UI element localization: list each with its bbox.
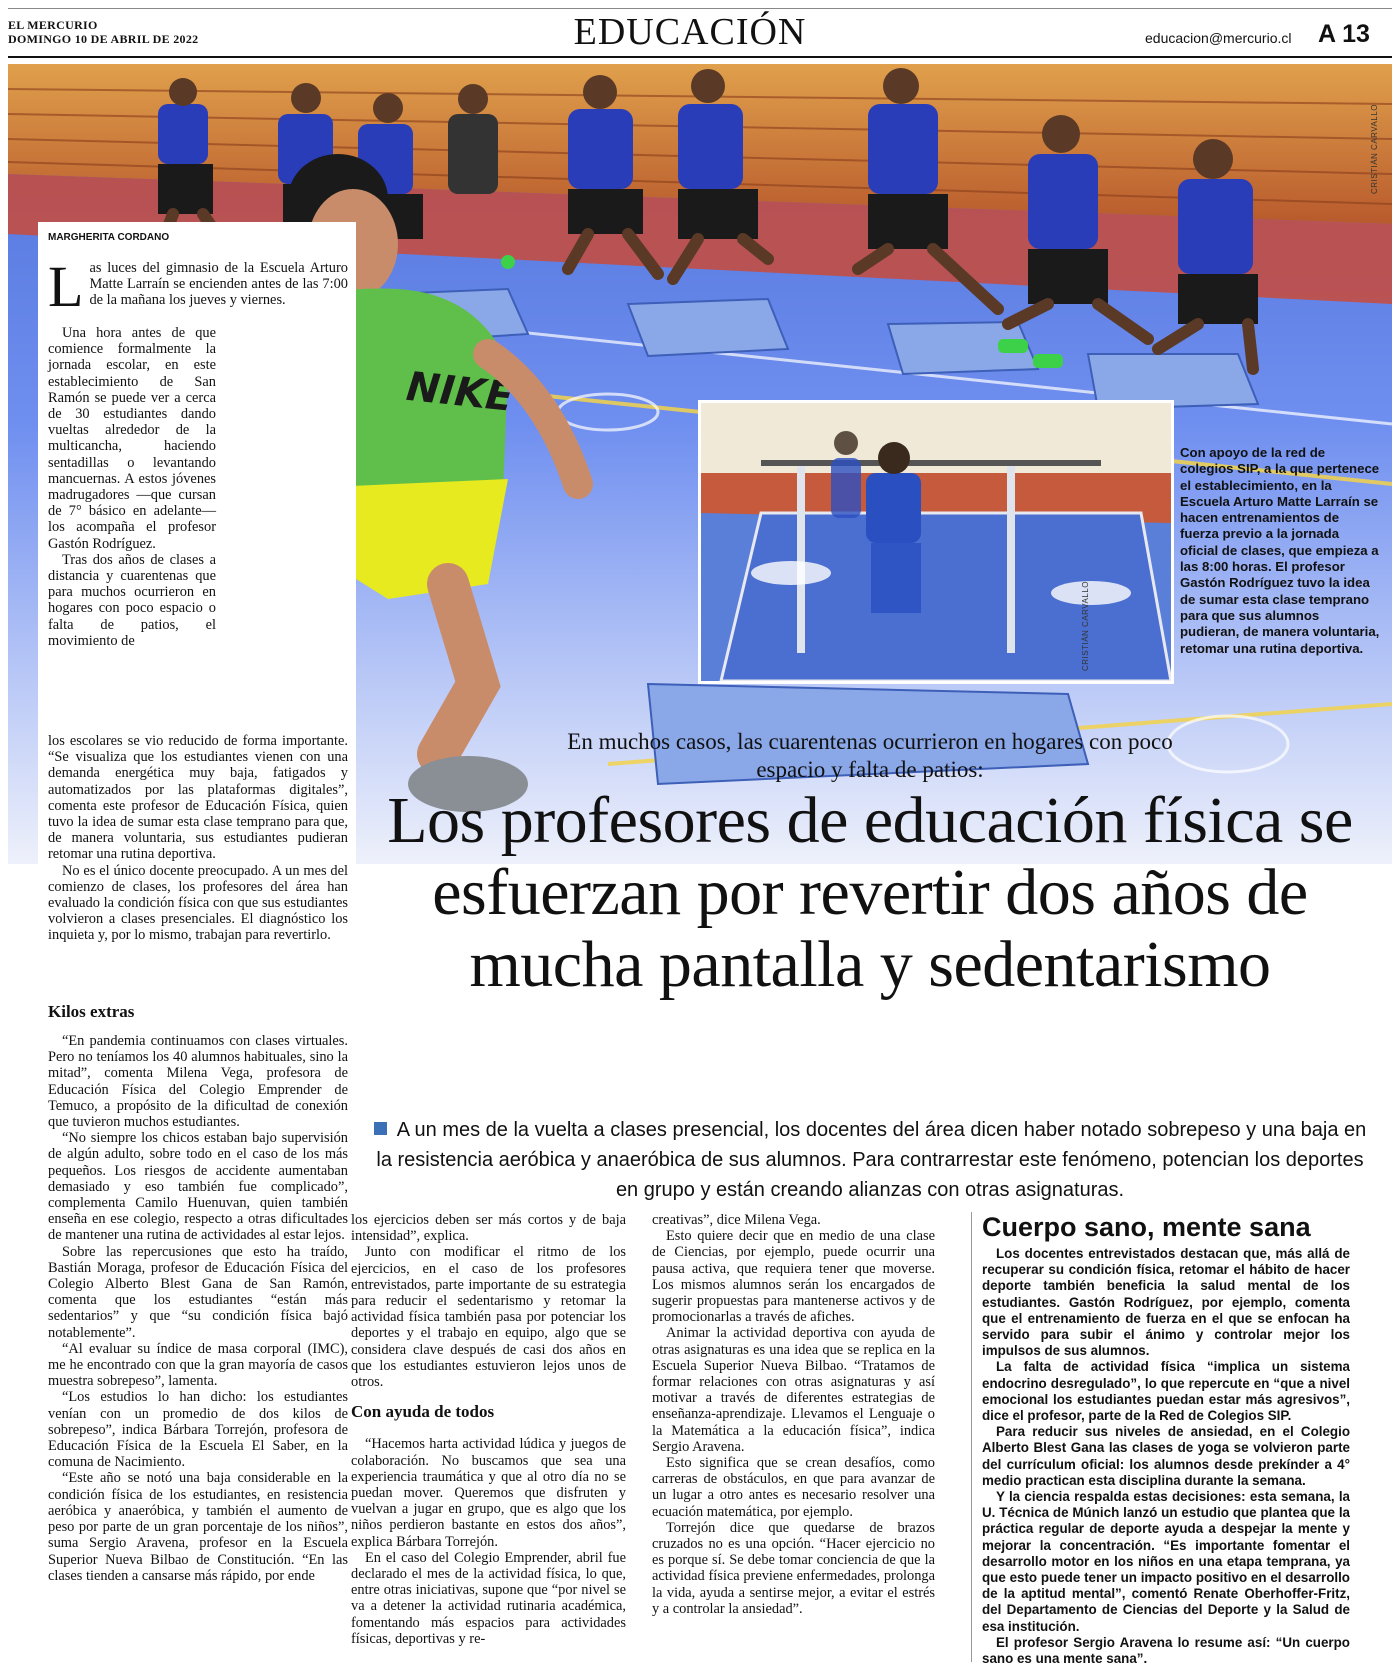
paper-name: EL MERCURIO	[8, 18, 98, 32]
paragraph: “Hacemos harta actividad lúdica y juegos de colaboración. No buscamos que sea una experiencia traumática y que al otro día no se puedan mover. Queremos que disfruten y vuelvan a jugar en grupo, que es algo que los niños perdieron bastante en estos dos años”, explica Bárbara Torrejón.	[351, 1436, 626, 1550]
column-1-top	[48, 254, 348, 319]
photo-credit: CRISTIÁN CARVALLO	[1370, 104, 1379, 195]
paragraph: los ejercicios deben ser más cortos y de baja intensidad”, explica.	[351, 1212, 626, 1245]
column-1-main	[48, 733, 348, 944]
lead-text: A un mes de la vuelta a clases presencial, los docentes del área dicen haber notado sobrepeso y una baja en la resistencia aeróbica y anaeróbica de sus alumnos. Para contrarrestar este fenómeno, potencian los deportes en grupo y están creando alianzas con otras asignaturas.	[376, 1119, 1367, 1201]
paragraph: Y la ciencia respalda estas decisiones: esta semana, la U. Técnica de Múnich lanzó un estudio que plantea que la práctica regular de deporte ayuda a despejar la mente y mejorar la concentración. “Es importante fomentar el desarrollo motor en los niños en una etapa temprana, ya que esto puede tener un impacto positivo en el desarrollo de la aptitud mental”, comentó Renate Oberhoffer-Fritz, del Departamento de Ciencias del Deporte y la Salud de esa institución.	[982, 1489, 1350, 1634]
sidebar-rule	[971, 1212, 972, 1662]
paragraph: Animar la actividad deportiva con ayuda de otras asignaturas es una idea que se replica en la Escuela Superior Nueva Bilbao. “Tratamos de formar relaciones con otras asignaturas y así motivar a través de diferentes estrategias de enseñanza-aprendizaje. Llevamos el Lenguaje o la Matemática a la educación física”, indica Sergio Aravena.	[652, 1325, 935, 1455]
column-1-narrow	[48, 325, 216, 649]
paragraph: Para reducir sus niveles de ansiedad, en el Colegio Alberto Blest Gana las clases de yoga se volvieron parte del currículum oficial: los alumnos desde prekínder a 4° medio practican esta disciplina durante la semana.	[982, 1424, 1350, 1488]
paragraph: No es el único docente preocupado. A un mes del comienzo de clases, los profesores del área han evaluado la condición física con que sus estudiantes volvieron a clases presenciales. El diagnóstico los inquieta y, por lo mismo, trabajan para revertirlo.	[48, 862, 348, 944]
byline: MARGHERITA CORDANO	[48, 232, 170, 243]
paragraph: El profesor Sergio Aravena lo resume así: “Un cuerpo sano es una mente sana”.	[982, 1634, 1350, 1667]
column-2	[351, 1212, 626, 1647]
kicker: En muchos casos, las cuarentenas ocurrieron en hogares con poco espacio y falta de patios:	[567, 729, 1173, 782]
paragraph: “En pandemia continuamos con clases virtuales. Pero no teníamos los 40 alumnos habituales, sino la mitad”, comenta Milena Vega, profesora de Educación Física del Colegio Emprender de Temuco, a propósito de la dificultad de conexión que tuvieron muchos estudiantes.	[48, 1033, 348, 1131]
section-title: EDUCACIÓN	[573, 11, 807, 53]
paragraph: “No siempre los chicos estaban bajo supervisión de algún adulto, sobre todo en el caso de los más pequeños. Los riesgos de accidente aumentaban demasiado y eso también fue complicado”, complementa Camilo Huenuvan, quien también enseña en ese colegio, respecto a otras dificultades de mantener una rutina de actividades al estar lejos.	[48, 1130, 348, 1244]
sidebar-text	[982, 1246, 1350, 1667]
paragraph: “Al evaluar su índice de masa corporal (IMC), me he encontrado con que la gran mayoría de casos muestra sobrepeso”, lamenta.	[48, 1340, 348, 1390]
paragraph: Torrejón dice que quedarse de brazos cruzados no es una opción. “Hacer ejercicio no es porque sí. Se debe tomar conciencia de que la actividad física previene enfermedades, prolonga la vida, ayuda a sentirse mejor, a evitar el estrés y a controlar la ansiedad”.	[652, 1519, 935, 1617]
column-1-bottom	[48, 1033, 348, 1584]
sidebar-title: Cuerpo sano, mente sana	[982, 1212, 1311, 1242]
column-3	[652, 1212, 935, 1617]
paragraph: Esto quiere decir que en medio de una clase de Ciencias, por ejemplo, puede ocurrir una pausa activa, que requiera tener que moverse. Los mismos alumnos serán los encargados de sugerir propuestas para mantenerse activos y de promocionarlas a través de afiches.	[652, 1228, 935, 1326]
paragraph: “Este año se notó una baja considerable en la condición física de los estudiantes, en resistencia aeróbica y anaeróbica, y también el aumento de peso por parte de un gran porcentaje de los niños”, suma Sergio Aravena, profesor en la Escuela Superior Nueva Bilbao de Constitución. “En las clases tienden a cansarse más rápido, por ende	[48, 1470, 348, 1584]
top-rule	[8, 8, 1392, 9]
paragraph: Tras dos años de clases a distancia y cuarentenas que para muchos ocurrieron en hogares con poco espacio o falta de patios, el movimiento de	[48, 551, 216, 649]
inset-credit: CRISTIÁN CARVALLO	[1081, 581, 1090, 672]
subhead-con-ayuda: Con ayuda de todos	[351, 1402, 495, 1422]
paragraph: Los docentes entrevistados destacan que, más allá de recuperar su condición física, retomar el hábito de hacer deporte también beneficia la salud mental de los estudiantes. Gastón Rodríguez, por ejemplo, comenta que el entrenamiento de fuerza en el que se enfocan ha servido para subir el ánimo y controlar mejor los impulsos de sus alumnos.	[982, 1246, 1350, 1359]
drop-cap: L	[48, 254, 84, 319]
shirt-logo: NIKE	[404, 363, 516, 421]
paragraph: Junto con modificar el ritmo de los ejercicios, en el caso de los profesores entrevistados, parte importante de su estrategia para reducir el sedentarismo y retomar la actividad física también pasa por potenciar los deportes y el trabajo en equipo, algo que se considera clave después de casi dos años en que los estudiantes estuvieron lejos unos de otros.	[351, 1244, 626, 1391]
paragraph: “Los estudios lo han dicho: los estudiantes venían con un promedio de dos kilos de sobrepeso”, indica Bárbara Torrejón, profesora de Educación Física de la Escuela El Saber, en la comuna de Nacimiento.	[48, 1389, 348, 1471]
headline: Los profesores de educación física se esfuerzan por revertir dos años de mucha pantalla y sedentarismo	[387, 784, 1353, 1001]
header-rule	[8, 56, 1392, 58]
paragraph: los escolares se vio reducido de forma importante. “Se visualiza que los estudiantes vienen con una demanda energética muy baja, fatigados y automatizados por las plataformas digitales”, comenta este profesor de Educación Física, quien tuvo la idea de sumar esta clase temprano para que, de manera voluntaria, sus estudiantes pudieran retomar una rutina deportiva.	[48, 733, 348, 863]
paragraph: as luces del gimnasio de la Escuela Arturo Matte Larraín se encienden antes de las 7:00 de la mañana los jueves y viernes.	[89, 260, 348, 309]
lead-paragraph	[370, 1115, 1370, 1205]
paragraph: En el caso del Colegio Emprender, abril fue declarado el mes de la actividad física, lo que, entre otras iniciativas, supone que “por nivel se va a detener la actividad rutinaria académica, fomentando más espacios para actividades físicas, deportivas y re-	[351, 1549, 626, 1647]
paragraph: Esto significa que se crean desafíos, como carreras de obstáculos, en que para avanzar de un lugar a otro antes es necesario resolver una ecuación matemática, por ejemplo.	[652, 1455, 935, 1520]
photo-caption: Con apoyo de la red de colegios SIP, a la que pertenece el establecimiento, en la Escuela Arturo Matte Larraín se hacen entrenamientos de fuerza previo a la jornada oficial de clases, que empieza a las 8:00 horas. El profesor Gastón Rodríguez tuvo la idea de sumar esta clase temprano para que sus alumnos pudieran, de manera voluntaria, retomar una rutina deportiva.	[1180, 445, 1380, 656]
paragraph: Sobre las repercusiones que esto ha traído, Bastián Moraga, profesor de Educación Física del Colegio Alberto Blest Gana de San Ramón, comenta que los estudiantes “están más sedentarios” y que “su condición física bajó notablemente”.	[48, 1243, 348, 1341]
subhead-kilos-extras: Kilos extras	[48, 1002, 135, 1021]
paragraph: creativas”, dice Milena Vega.	[652, 1212, 821, 1228]
bullet-square-icon	[374, 1122, 387, 1135]
paragraph: Una hora antes de que comience formalmente la jornada escolar, en este establecimiento de San Ramón se puede ver a cerca de 30 estudiantes dando vueltas alrededor de la multicancha, haciendo sentadillas o levantando mancuernas. A estos jóvenes madrugadores —que cursan de 7° básico en adelante— los acompaña el profesor Gastón Rodríguez.	[48, 325, 216, 552]
inset-photo	[698, 400, 1174, 684]
page-number: A 13	[1318, 20, 1370, 48]
masthead	[8, 18, 198, 46]
issue-date: DOMINGO 10 DE ABRIL DE 2022	[8, 32, 199, 46]
section-email[interactable]: educacion@mercurio.cl	[1145, 30, 1292, 46]
paragraph: La falta de actividad física “implica un sistema endocrino desregulado”, lo que repercute en “que a nivel emocional los estudiantes puedan estar más agresivos”, dice el profesor, parte de la Red de Colegios SIP.	[982, 1359, 1350, 1424]
inset-photo-illustration	[701, 403, 1171, 681]
